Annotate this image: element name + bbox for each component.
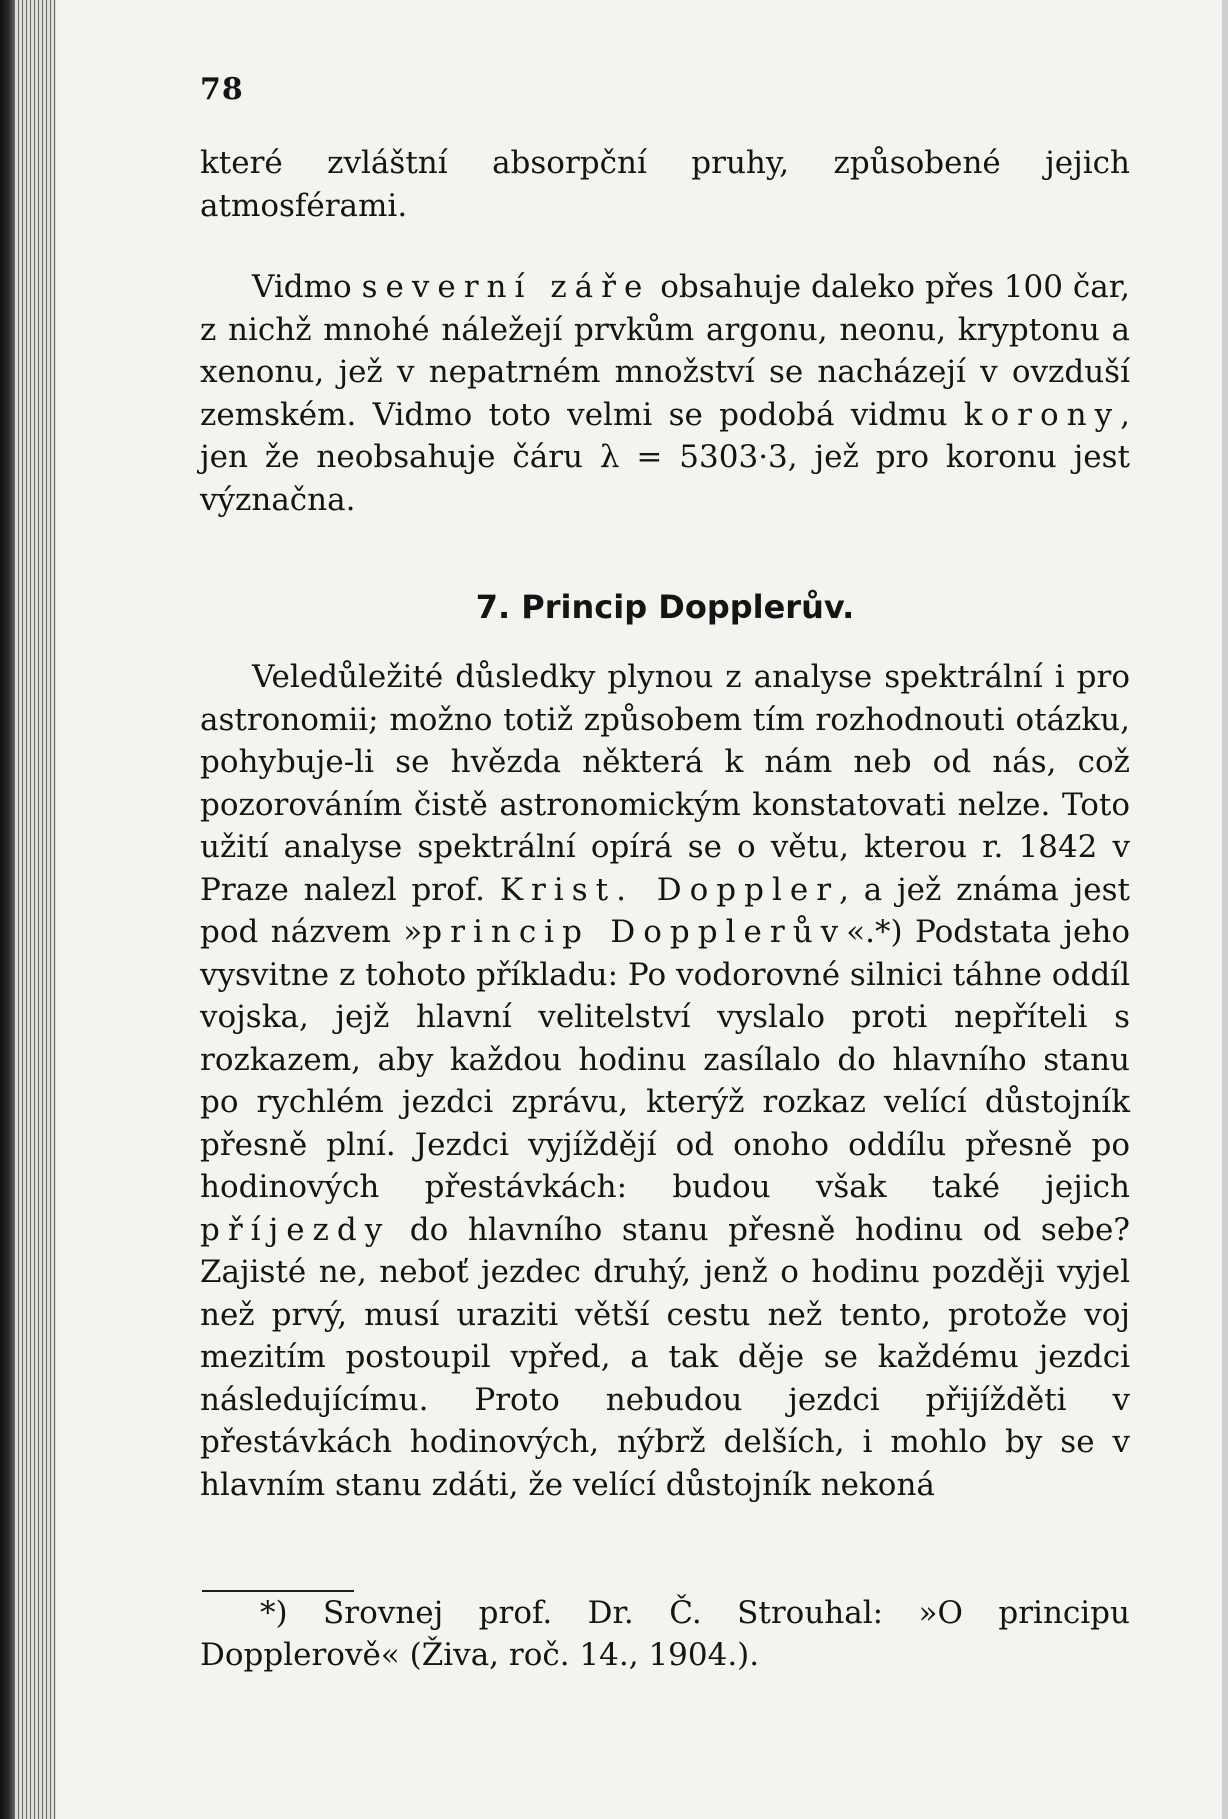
emphasis-severni-zare: severní záře bbox=[361, 269, 651, 305]
paragraph-doppler-text-2: , a jež známa jest pod názvem » bbox=[200, 871, 1130, 950]
footnote: *) Srovnej prof. Dr. Č. Strouhal: »O principu Dopplerově« (Živa, roč. 14., 1904.). bbox=[200, 1595, 1130, 1673]
paragraph-aurora-text-2: obsahuje daleko přes 100 čar, z nichž mnohé náležejí prvkům argonu, neonu, kryptonu a xenonu, jež v nepatrném množství se nacházejí v ovzduší zemském. Vidmo toto velmi se podobá vidmu bbox=[200, 269, 1130, 433]
paragraph-doppler bbox=[200, 656, 1130, 1506]
paragraph-aurora-text-3: , jen že neobsahuje čáru λ = 5303·3, jež pro koronu jest význačna. bbox=[200, 396, 1130, 518]
paragraph-continued: které zvláštní absorpční pruhy, způsobené jejich atmosférami. bbox=[200, 145, 1130, 224]
page-number: 78 bbox=[200, 72, 244, 107]
emphasis-prijezdy: příjezdy bbox=[200, 1211, 391, 1248]
paragraph-aurora-text-1: Vidmo bbox=[252, 269, 362, 305]
paragraph-aurora bbox=[200, 266, 1130, 521]
emphasis-princip-doppleruv: princip Dopplerův bbox=[422, 914, 847, 950]
paragraph-doppler-text-3: «.*) Podstata jeho vysvitne z tohoto příkladu: Po vodorovné silnici táhne oddíl vojska, jejž hlavní velitelství vyslalo proti nepříteli s rozkazem, aby každou hodinu zasílalo do hlavního stanu po rychlém jezdci zprávu, kterýž rozkaz velící důstojník přesně plní. Jezdci vyjíždějí od onoho oddílu přesně po hodinových přestávkách: budou však také jejich bbox=[200, 914, 1130, 1205]
paragraph-doppler-text-4: do hlavního stanu přesně hodinu od sebe? Zajisté ne, neboť jezdec druhý, jenž o hodinu později vyjel než prvý, musí uraziti větší cestu než tento, protože voj mezitím postoupil vpřed, a tak děje se každému jezdci následujícímu. Proto nebudou jezdci přijížděti v přestávkách hodinových, nýbrž delších, i mohlo by se v hlavním stanu zdáti, že velící důstojník nekoná bbox=[200, 1211, 1130, 1503]
book-spine-shadow bbox=[0, 0, 14, 1819]
page-edges bbox=[14, 0, 56, 1819]
emphasis-korony: korony bbox=[963, 396, 1121, 433]
paragraph-doppler-text-1: Veledůležité důsledky plynou z analyse spektrální i pro astronomii; možno totiž způsobem tím rozhodnouti otázku, pohybuje-li se hvězda některá k nám neb od nás, což pozorováním čistě astronomickým konstatovati nelze. Toto užití analyse spektrální opírá se o větu, kterou r. 1842 v Praze nalezl prof. bbox=[200, 659, 1130, 908]
emphasis-krist-doppler: Krist. Doppler bbox=[499, 871, 840, 908]
section-heading: 7. Princip Dopplerův. bbox=[475, 588, 855, 626]
scan-edge bbox=[1222, 0, 1228, 1819]
